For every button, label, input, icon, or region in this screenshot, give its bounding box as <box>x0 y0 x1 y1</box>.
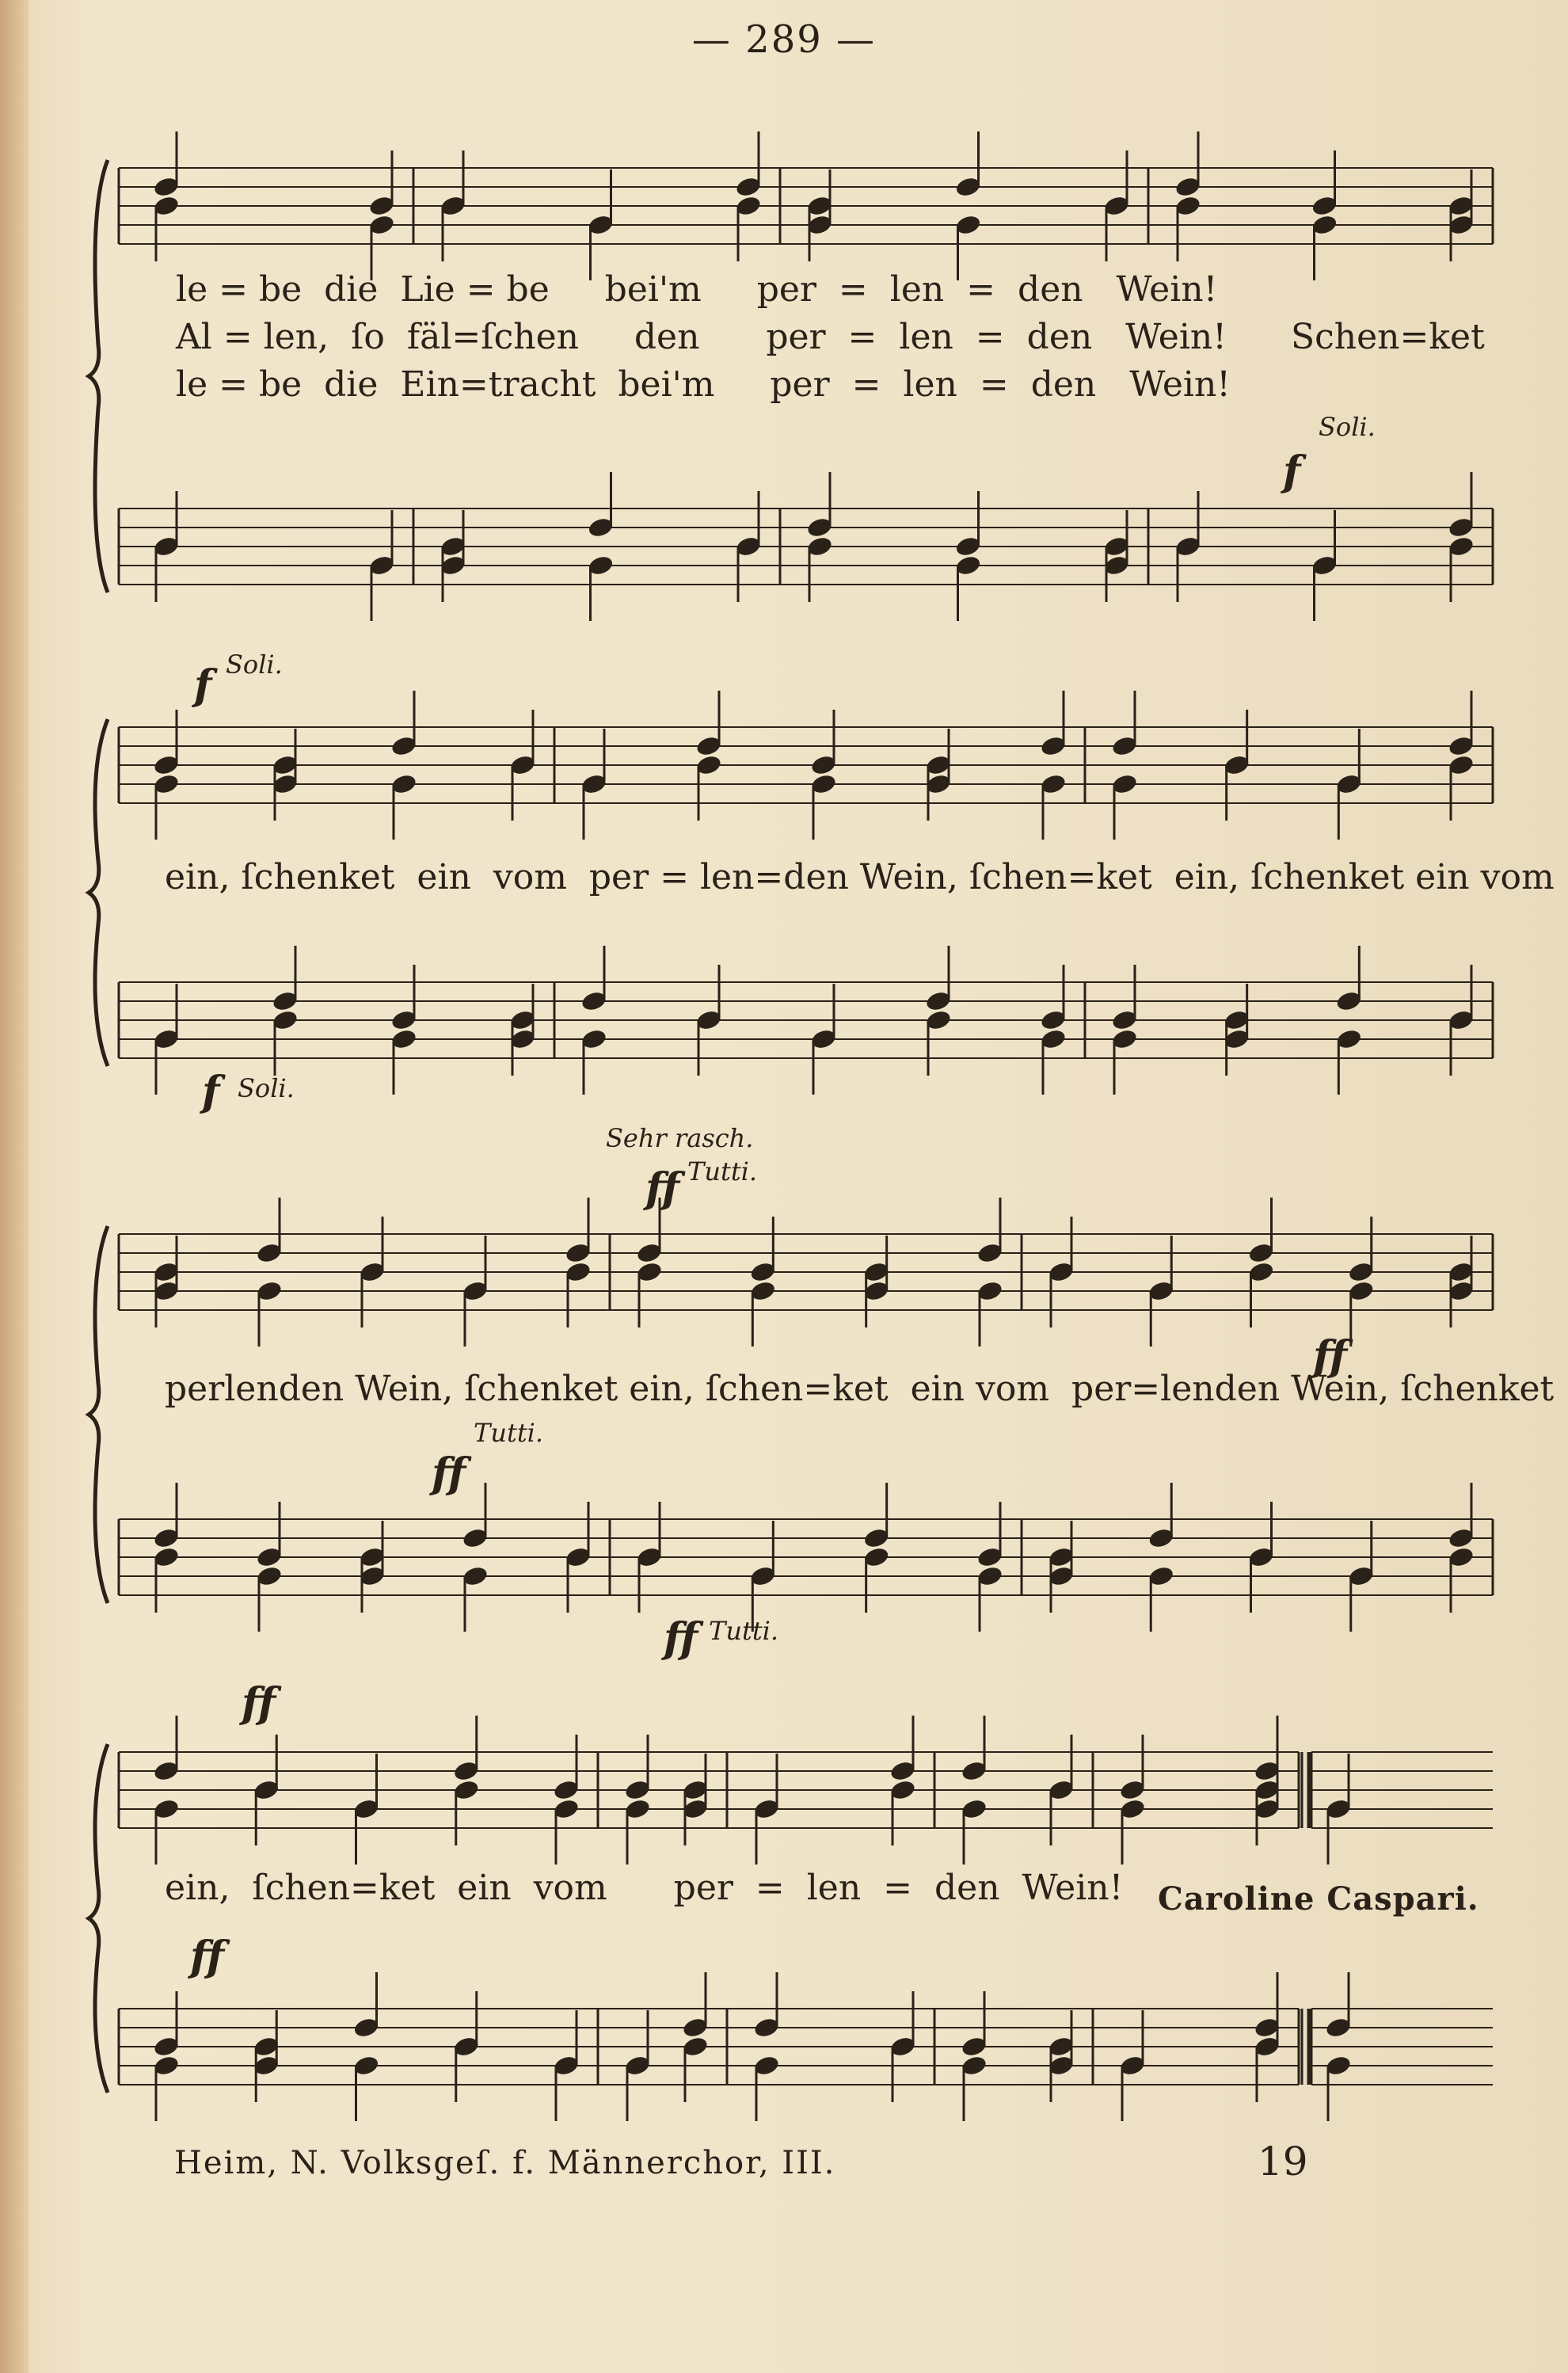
tempo-marking: Sehr rasch. <box>606 1123 754 1153</box>
system-brace <box>89 1744 108 2093</box>
page-number: — 289 — <box>691 17 877 62</box>
author-credit: Caroline Caspari. <box>1158 1880 1479 1918</box>
dynamic-ff-system4: ff <box>242 1679 276 1727</box>
lyric-line-5: perlenden Wein, ſchenket ein, ſchen=ket ein vom per=lenden Wein, ſchenket <box>165 1369 1555 1409</box>
dynamic-ff-bottom: ff <box>664 1614 698 1663</box>
dynamic-ff-mid: ff <box>1313 1332 1348 1381</box>
soli-marking-bottom: Soli. <box>238 1073 295 1103</box>
lyric-side-text: Schen=ket <box>1291 317 1485 357</box>
dynamic-ff-system4-bass: ff <box>190 1933 225 1981</box>
soli-marking: Soli. <box>1319 412 1376 442</box>
tutti-marking-bottom: Tutti. <box>709 1616 779 1646</box>
system-brace <box>89 719 108 1066</box>
lyric-line-6: ein, ſchen=ket ein vom per = len = den Wein! <box>165 1868 1124 1908</box>
dynamic-f-bottom: f <box>202 1068 220 1116</box>
lyric-line-4: ein, ſchenket ein vom per = len=den Wein, ſchen=ket ein, ſchenket ein vom <box>165 857 1555 897</box>
system-brace <box>89 160 108 592</box>
lyric-line-3: le = be die Ein=tracht bei'm per = len = den Wein! <box>176 364 1231 405</box>
dynamic-f-top: f <box>194 661 212 710</box>
footer-sheet-number: 19 <box>1258 2139 1308 2184</box>
system-brace <box>89 1226 108 1603</box>
dynamic-f: f <box>1283 448 1301 496</box>
tutti-marking-mid: Tutti. <box>474 1418 544 1448</box>
dynamic-ff-top: ff <box>645 1164 680 1213</box>
footer-source: Heim, N. Volksgeſ. f. Männerchor, III. <box>174 2145 836 2181</box>
tutti-marking-top: Tutti. <box>687 1156 758 1186</box>
lyric-line-2: Al = len, ſo fäl=ſchen den per = len = den Wein! <box>176 317 1227 357</box>
lyric-line-1: le = be die Lie = be bei'm per = len = den Wein! <box>176 269 1218 310</box>
dynamic-ff-bass: ff <box>432 1449 466 1498</box>
soli-marking-top: Soli. <box>226 649 283 680</box>
